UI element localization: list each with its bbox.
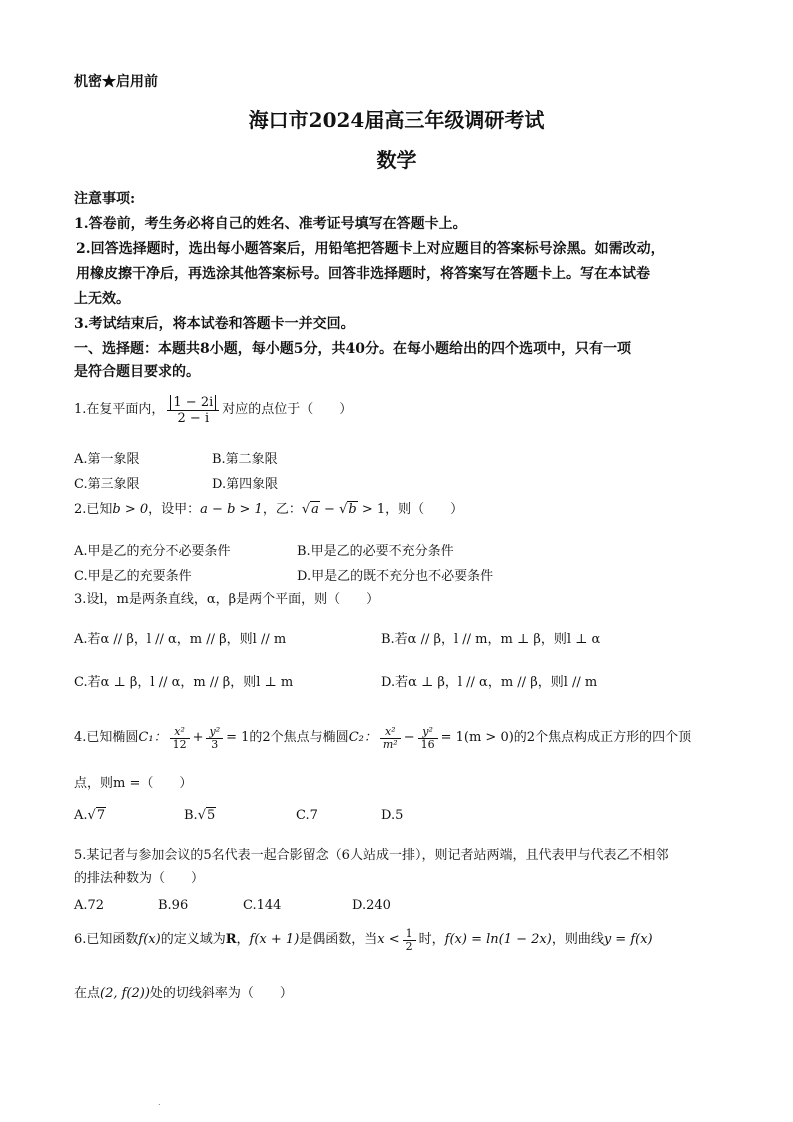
exam-title: 海口市2024届高三年级调研考试 <box>248 108 545 132</box>
question-3-stem: 3.设l，m是两条直线，α，β是两个平面，则（ ） <box>74 592 380 607</box>
question-4-minus: − <box>403 730 415 745</box>
note-3: 3.考试结束后，将本试卷和答题卡一并交回。 <box>74 316 355 332</box>
question-3-option-d: D.若α ⊥ β，l // α，m // β，则l // m <box>381 675 598 690</box>
note-1: 1.答卷前，考生务必将自己的姓名、准考证号填写在答题卡上。 <box>74 216 467 232</box>
question-2-jia-expr: a − b > 1 <box>200 502 263 517</box>
question-6-real-set: R <box>225 932 237 947</box>
question-1-stem <box>74 392 352 428</box>
question-1-prefix: 1.在复平面内， <box>74 402 165 417</box>
footer-mark: . <box>158 1098 161 1107</box>
question-5-line2: 的排法种数为（ ） <box>74 871 205 886</box>
question-4-tail-text: = 1(m > 0)的2个焦点构成正方形的四个顶 <box>440 730 692 745</box>
question-1-fraction <box>167 395 219 426</box>
question-4-option-b: B.√5 <box>184 808 216 823</box>
question-3-option-b: B.若α // β，l // m，m ⊥ β，则l ⊥ α <box>381 632 601 647</box>
question-2-option-b: B.甲是乙的必要不充分条件 <box>297 544 454 559</box>
question-6-domain-text: 的定义域为 <box>160 932 226 947</box>
question-4-fraction-1: $\frac{\text{x²}}{12}$ <box>170 726 190 751</box>
question-6-curve-text: ，则曲线 <box>551 932 604 947</box>
question-4-fraction-4: $\frac{\text{y²}}{16}$ <box>418 726 438 751</box>
question-3-option-a: A.若α // β，l // α，m // β，则l // m <box>74 632 287 647</box>
question-3-option-c: C.若α ⊥ β，l // α，m // β，则l ⊥ m <box>74 675 294 690</box>
question-4-line2: 点，则m =（ ） <box>74 776 193 791</box>
question-4-option-d: D.5 <box>381 808 404 823</box>
question-1-denominator: 2 − i <box>177 410 210 426</box>
exam-subject: 数学 <box>376 148 417 172</box>
question-2-option-c: C.甲是乙的充要条件 <box>74 569 192 584</box>
question-1-option-b: B.第二象限 <box>212 452 278 467</box>
question-6-point: (2, f(2)) <box>100 986 150 1001</box>
question-2-yi-tail: > 1 <box>357 502 386 517</box>
question-2-condition: b > 0 <box>112 502 149 517</box>
question-1-numerator: 1 − 2i <box>170 395 216 410</box>
question-4-fraction-3: $\frac{\text{x²}}{\text{m²}}$ <box>380 726 401 751</box>
question-5-option-c: C.144 <box>243 898 282 913</box>
question-4-stem <box>74 718 691 758</box>
question-2-sqrt-b: √b <box>339 502 357 517</box>
note-2-line3: 上无效。 <box>74 291 130 307</box>
question-4-option-a: A.√7 <box>74 808 106 823</box>
question-4-plus: + <box>192 730 204 745</box>
question-2-jia-label: ，设甲： <box>148 502 201 517</box>
question-2-prefix: 2.已知 <box>74 502 113 517</box>
question-6-curve: y = f(x) <box>603 932 653 947</box>
question-4-prefix: 4.已知椭圆 <box>74 730 139 745</box>
question-2-option-a: A.甲是乙的充分不必要条件 <box>74 544 231 559</box>
note-2-line1: 2.回答选择题时，选出每小题答案后，用铅笔把答题卡上对应题目的答案标号涂黑。如需改动， <box>76 241 665 257</box>
section-1-line1: 一、选择题：本题共8小题，每小题5分，共40分。在每小题给出的四个选项中，只有一项 <box>74 341 631 357</box>
question-1-option-c: C.第三象限 <box>74 477 140 492</box>
question-2-stem <box>74 502 463 518</box>
question-6-fx: f(x) <box>138 932 161 947</box>
question-5-option-b: B.96 <box>158 898 189 913</box>
question-4-ellipse-c2: C₂： <box>348 730 377 745</box>
question-2-yi-minus: − <box>319 502 340 517</box>
question-2-suffix: ，则（ ） <box>385 502 464 517</box>
question-2-option-d: D.甲是乙的既不充分也不必要条件 <box>297 569 494 584</box>
question-5-option-a: A.72 <box>74 898 105 913</box>
question-1-option-d: D.第四象限 <box>212 477 279 492</box>
question-6-fx-plus-1: f(x + 1) <box>249 932 300 947</box>
confidential-label: 机密★启用前 <box>74 74 158 90</box>
question-4-option-c: C.7 <box>296 808 318 823</box>
question-6-stem: 6.已知函数 f(x) 的定义域为 R ， f(x + 1) 是偶函数，当 x < $\frac{1}{2}$ 时， f(x) = ln(1 − 2x) ，则曲线 y = f(x) <box>74 926 653 953</box>
question-5-line1: 5.某记者与参加会议的5名代表一起合影留念（6人站成一排），则记者站两端，且代表甲与代表乙不相邻 <box>74 848 669 863</box>
question-6-x-less: x < <box>377 932 400 947</box>
question-1-option-a: A.第一象限 <box>74 452 140 467</box>
question-4-middle-text: = 1的2个焦点与椭圆 <box>226 730 349 745</box>
notes-heading: 注意事项: <box>74 191 136 207</box>
question-6-prefix: 6.已知函数 <box>74 932 139 947</box>
question-4-fraction-2: $\frac{\text{y²}}{3}$ <box>206 726 223 751</box>
note-2-line2: 用橡皮擦干净后，再选涂其他答案标号。回答非选择题时，将答案写在答题卡上。写在本试卷 <box>76 266 650 282</box>
question-4-ellipse-c1: C₁： <box>138 730 167 745</box>
question-1-suffix: 对应的点位于（ ） <box>222 402 353 417</box>
question-6-line2: 在点(2, f(2))处的切线斜率为（ ） <box>74 986 293 1001</box>
question-2-sqrt-a: √a <box>301 502 319 517</box>
question-6-definition: f(x) = ln(1 − 2x) <box>444 932 552 947</box>
section-1-line2: 是符合题目要求的。 <box>74 364 200 380</box>
question-5-option-d: D.240 <box>352 898 391 913</box>
question-2-yi-label: ，乙： <box>262 502 302 517</box>
question-6-even-text: 是偶函数，当 <box>299 932 378 947</box>
question-6-half: $\frac{1}{2}$ <box>403 928 416 953</box>
question-6-when-text: 时， <box>418 932 445 947</box>
